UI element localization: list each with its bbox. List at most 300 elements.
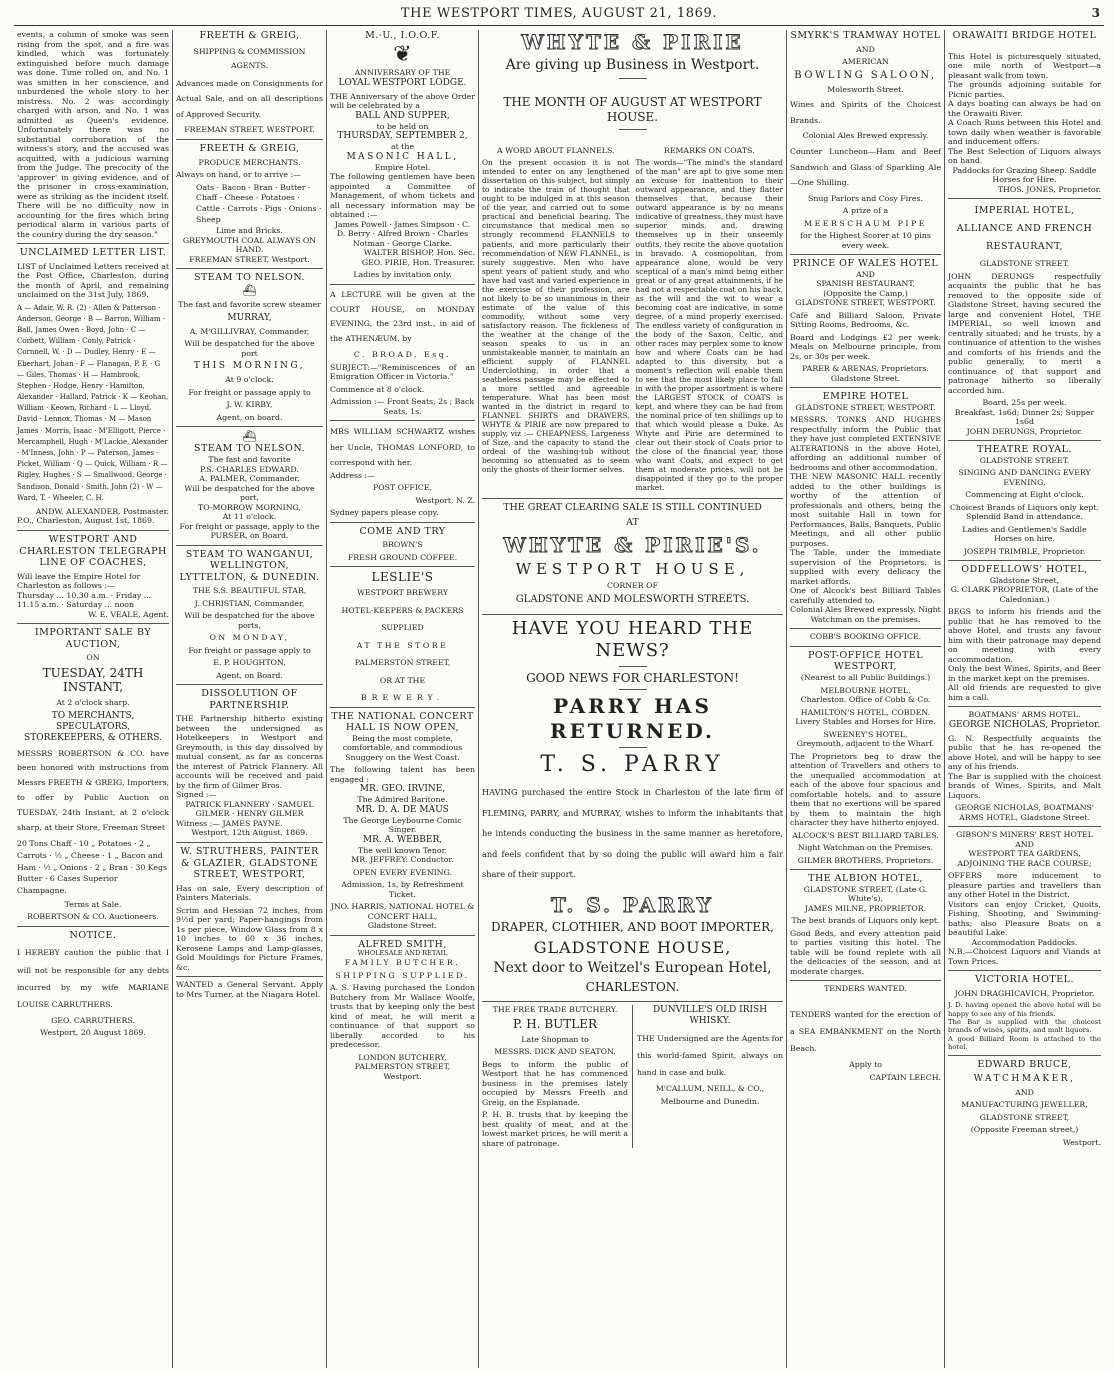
lodge-ball: BALL AND SUPPER, [355,110,450,121]
news-sub: GOOD NEWS FOR CHARLESTON! [526,670,739,685]
steam3-when: ON MONDAY, [209,633,290,643]
orawaiti-boating: A days boating can always be had on the Orawaiti River. [948,99,1101,118]
lodge-heading: M.·U., I.O.O.F. [365,30,440,41]
whisky-body: THE Undersigned are the Agents for this world-famed Spirit, always on hand in case and bulk. [637,1033,783,1077]
parry-returned: PARRY HAS RETURNED. [550,694,715,743]
victoria-billiards: A good Billiard Room is attached to the hotel. [948,1034,1101,1051]
fg-shipping-heading: FREETH & GREIG, [199,30,300,41]
steam1-ship: MURRAY, [227,312,272,323]
steam2-commander: A. PALMER, Commander, [199,474,300,484]
fg-shipping-sub: SHIPPING & COMMISSION AGENTS. [193,46,306,70]
parry-town: CHARLESTON. [585,980,680,995]
divider [619,129,647,130]
whyte-pirie-sub: Are giving up Business in Westport. [505,57,760,74]
dissolution-witness: Witness :— JAMES PAYNE. [176,818,283,828]
freeth-greig-produce-ad [176,139,323,264]
fg-produce-lime: Lime and Bricks. [216,226,283,236]
coffee-brand: BROWN'S [382,540,423,550]
po-watchman: Night Watchman on the Premises. [798,843,933,853]
column-3 [326,30,478,1368]
steam2-ship: P.S. CHARLES EDWARD. [200,464,299,474]
po-billiards: ALCOCK'S BEST BILLIARD TABLES. [792,830,939,840]
albion-proprietor: JAMES MILNE, PROPRIETOR. [804,903,927,913]
butcher-shipping: SHIPPING SUPPLIED. [335,970,470,980]
bruce-watchmaker: WATCHMAKER, [973,1073,1076,1084]
steam1-line: The fast and favorite screw steamer [178,300,321,310]
concert-street: Gladstone Street. [367,921,438,931]
tenders-captain: CAPTAIN LEECH. [869,1072,941,1082]
steam1-when: THIS MORNING, [193,361,306,372]
auction-date: TUESDAY, 24TH INSTANT, [42,665,144,695]
notice-signature: GEO. CARRUTHERS. [51,1015,135,1025]
coffee-heading: COME AND TRY [359,525,446,537]
concert-demaus: MR. D. A. DE MAUS [356,804,449,815]
pow-heading: PRINCE OF WALES HOTEL [792,258,939,270]
empire-alterations: MESSRS. TONKS AND HUGHES respectfully inform the Public that they have just completed EXTENSIVE ALTERATIONS in the above Hotel, affording an additional number of bedrooms and other accommodation. [790,415,941,472]
steam2-line: The fast and favorite [208,455,291,465]
fg-shipping-body: Advances made on Consignments for Actual Sale, and on all descriptions of Approved Security. [176,78,323,119]
whisky-heading: DUNVILLE'S OLD IRISH WHISKY. [652,1004,768,1026]
butchery-trust: P. H. B. trusts that by keeping the best quality of meat, and at the lowest market prices, he will merit a share of patronage. [482,1110,628,1148]
po-body: The Proprietors beg to draw the attention of Travellers and others to the unequalled accommodation at each of the above four spacious and comfortable hotels, and to assure them that no exertions will be spared by them to maintain the high character they have hitherto enjoyed. [790,751,941,828]
masthead-title: THE WESTPORT TIMES, AUGUST 21, 1869. [400,6,718,21]
po-melbourne: MELBOURNE HOTEL, [820,685,911,695]
wanted-body: WANTED a General Servant. Apply to Mrs Turner, at the Niagara Hotel. [176,980,323,999]
imperial-body: JOHN DERUNGS respectfully acquaints the public that he has removed to the opposite side of Gladstone Street, having secured the large and convenient Hotel, THE IMPERIAL, so well known and centrally situated; and he trusts, by a continuance of attention to the wishes and comforts of his friends and the public generally, to merit a continuance of that support and patronage hitherto so liberally accorded him. [948,271,1101,395]
brewery-name: WESTPORT BREWERY [356,588,449,598]
brewery-street: PALMERSTON STREET, [354,658,451,668]
cobbs-booking-office [790,628,941,642]
orawaiti-grounds: The grounds adjoining suitable for Picnic parties. [948,80,1101,99]
steam1-apply: For freight or passage apply to [188,387,311,397]
theatre-heading: THEATRE ROYAL. [976,444,1072,456]
po-hotel-nearest: (Nearest to all Public Buildings.) [800,673,931,683]
coffee-product: FRESH GROUND COFFEE. [347,552,458,562]
schwartz-papers: Sydney papers please copy. [330,508,439,518]
oddfellows-proprietor: G. CLARK PROPRIETOR, (Late of the Caledonian.) [950,585,1099,604]
struthers-heading: W. STRUTHERS, PAINTER & GLAZIER, GLADSTONE STREET, WESTPORT, [180,845,319,881]
parry-body: HAVING purchased the entire Stock in Charleston of the late firm of FLEMING, PARRY, and MURRAY, wishes to inform the inhabitants that he intends conducting the business in the same manner as heretofore, and feels confident that by so doing the public will award him a fair share of their support. [482,787,783,880]
empire-hotel-ad [790,387,941,624]
lodge-venue: MASONIC HALL, [346,151,459,162]
bruce-jeweller: MANUFACTURING JEWELLER, [961,1100,1088,1110]
empire-billiards: One of Alcock's best Billiard Tables carefully attended to. [790,586,941,605]
schwartz-po: POST OFFICE, [372,483,433,493]
steam3-agent: E. P. HOUGHTON, [213,658,286,668]
orawaiti-location: This Hotel is picturesquely situated, one mile north of Westport—a pleasant walk from town. [948,51,1101,80]
oddfellows-heading: ODDFELLOWS' HOTEL, [961,564,1088,576]
parry-next-door: Next door to Weitzel's European Hotel, [493,960,772,977]
dunville-whisky-ad [637,1005,783,1149]
imperial-street: GLADSTONE STREET. [979,259,1070,269]
coach-ad [17,530,169,619]
clearing-sale-ad [482,498,783,606]
imperial-board: Board, 25s per week. [982,398,1067,408]
lecture-subject: SUBJECT:—"Reminiscences of an Emigration Officer in Victoria." [330,362,475,382]
lecture-ad [330,284,475,416]
divider [619,689,647,690]
pow-restaurant: SPANISH RESTAURANT, [816,279,915,289]
cobbs-heading: COBB'S BOOKING OFFICE. [809,632,922,642]
empire-ales: Colonial Ales Brewed expressly. Night Watchman on the premises. [790,605,941,624]
clearing-at: AT [626,516,639,528]
gibsons-nb: N.B.—Choicest Liquors and Viands at Town Prices. [948,947,1101,966]
flannels-body: On the present occasion it is not intended to enter on any lengthened dissertation on this subject, but simply to indicate the train of thought that ought to be indulged in at this season of the year, and carried out to some practical and beneficial bearing. The circumstance that medical men so strongly recommend FLANNELS to patients, and more particularly their recommendation of NEW FLANNEL, is surely suggestive. Men who have spent years of patient study, and who have had vast and varied experience in the exercise of their profession, are not likely to be so unanimous in their estimate of the value of this commodity, without some very satisfactory reason. The fickleness of the weather at the change of the season speaks to us in an unmistakeable manner, to maintain an efficient supply of FLANNEL Underclothing, in order that a seatheless passage may be effected to a more settled and agreeable temperature. What has been most wanted in the district in regard to FLANNEL SHIRTS and DRAWERS, WHYTE & PIRIE are now prepared to supply, viz :— CHEAPNESS, Largeness of Size, and the capacity to stand the ordeal of the washing-tub without becoming so attenuated as to seem only the ghosts of their former selves. [482,158,630,475]
divider [619,747,647,748]
concert-admission: Admission, 1s, by Refreshment Ticket. [341,880,464,899]
column-4 [478,30,786,1368]
steam3-ship: THE S.S. BEAUTIFUL STAR, [192,586,307,596]
edward-bruce-ad [948,1055,1101,1147]
bottom-ads [482,1001,783,1149]
gibsons-adjoining: ADJOINING THE RACE COURSE; [957,858,1092,868]
parry-trade: DRAPER, CLOTHIER, AND BOOT IMPORTER, [491,919,774,934]
fg-produce-address: FREEMAN STREET, Westport. [189,254,310,264]
auction-to: TO MERCHANTS, SPECULATORS, STOREKEEPERS, & OTHERS. [24,710,162,743]
flannels-heading: A WORD ABOUT FLANNELS. [496,145,615,155]
auction-body: MESSRS ROBERTSON & CO. have been honored with instructions from Messrs FREETH & GREIG, Importers, to offer by Public Auction on TUESDAY, 24th Instant, at 2 o'clock sharp, at their Store, Freeman Street [17,748,169,832]
coach-signature: W. E. VEALE, Agent. [88,609,169,619]
auction-terms: Terms at Sale. [64,899,122,909]
column-6 [944,30,1104,1368]
butcher-sub: WHOLESALE AND RETAIL [357,949,448,958]
po-sweeney: SWEENEY'S HOTEL, [823,729,908,739]
divider [619,78,647,79]
boatmans-body: G. N. Respectfully acquaints the public that he has re-opened the above Hotel, and will be happy to see any of his friends. [948,733,1101,772]
gibsons-visitors: Visitors can enjoy Cricket, Quoits, Fishing, Shooting, and Swimming-baths; also Pleasure Boats on a beautiful Lake. [948,899,1101,938]
coach-times: Thursday ... 10.30 a.m. · Friday ... 11.15 a.m. · Saturday ... noon [17,590,152,610]
clearing-heading: THE GREAT CLEARING SALE IS STILL CONTINUED [503,502,762,514]
steamship-icon: ⛴ [242,430,257,444]
lodge-committee: James Powell · James Simpson · C. D. Berry · Alfred Brown · Charles Notman · George Clarke. [334,219,471,248]
victoria-proprietor: JOHN DRAGHICAVICH, Proprietor. [954,988,1095,998]
bruce-heading: EDWARD BRUCE, [977,1059,1072,1071]
smyrks-american: AMERICAN [842,57,889,67]
auction-time: At 2 o'clock sharp. [56,698,130,708]
column-5 [786,30,944,1368]
orawaiti-proprietor: THOS. JONES, Proprietor. [997,184,1101,194]
fg-produce-sub: PRODUCE MERCHANTS. [198,157,301,167]
imperial-hotel-ad [948,198,1101,436]
butchery-body: Begs to inform the public of Westport that he has commenced business in the premises lately occupied by Messrs Freeth and Greig, on the Esplanade. [482,1059,628,1107]
theatre-street: GLADSTONE STREET. [979,455,1070,465]
concert-conductor: MR. JEFFREY: Conductor. [351,855,454,865]
steam2-heading: STEAM TO NELSON. [193,443,306,455]
bruce-town: Westport. [1062,1137,1101,1147]
orawaiti-paddocks: Paddocks for Grazing Sheep. Saddle Horses for Hire. [952,165,1097,185]
albion-hotel-ad [790,869,941,976]
orawaiti-coach: A Coach Runs between this Hotel and town daily when weather is favorable and inducement offers. [948,118,1101,147]
letter-list-date: P.O., Charleston, August 1st, 1869. [17,516,155,526]
brewery-heading: LESLIE'S [371,570,434,585]
theatre-royal-ad [948,440,1101,556]
albion-heading: THE ALBION HOTEL, [808,873,923,885]
dissolution-signed: Signed :— [176,790,217,800]
letter-list-signature: ANDW. ALEXANDER, Postmaster. [35,506,169,516]
pow-cafe: Café and Billiard Saloon, Private Sitting Rooms, Bedrooms, &c. [790,310,941,330]
smyrks-parlors: Snug Parlors and Cosy Fires. [808,193,923,203]
lodge-held: to be held on [376,121,429,131]
smyrks-prize: A prize of a [842,206,889,216]
empire-heading: EMPIRE HOTEL [822,391,909,403]
boatmans-proprietor: GEORGE NICHOLAS, Proprietor. [948,719,1101,730]
westport-streets: GLADSTONE AND MOLESWORTH STREETS. [515,593,750,605]
westport-house: WESTPORT HOUSE, [515,559,750,578]
story-text: events, a column of smoke was seen rising from the spot, and a fire was kindled, which was fortunately extinguished before much damage was done. Time rolled on, and No. 1 was smitten in her conscience, and unburdened the whole story to her mistress. No. 2 was accordingly charged with arson, and No. 1 was admitted as Queen's evidence. Unfortunately there was no substantial corroboration of the witness's story, and the accused was acquitted, with a judicious warning from the Judge. The precocity of the 'approver' in giving evidence, and of the prisoner in cross-examination, were as striking as the incident itself. There will be no difficulty now in accounting for the fires which bring periodical alarm in various parts of the country during the dry season." [17,30,169,239]
flannels-article [482,146,630,493]
august-heading: THE MONTH OF AUGUST AT WESTPORT HOUSE. [503,95,762,125]
tenders-apply: Apply to [849,1060,882,1070]
smyrks-and: AND [856,44,875,54]
concert-heading: THE NATIONAL CONCERT HALL IS NOW OPEN, [331,710,474,734]
post-office-hotel-ad [790,646,941,865]
steam1-commander: A. M'GILLIVRAY, Commander, [189,326,310,336]
prince-of-wales-ad [790,254,941,383]
butcher-london: LONDON BUTCHERY, [358,1052,447,1062]
steam1-agent: J. W. KIRBY, [226,400,273,410]
lodge-treasurer: GEO. PIRIE, Hon. Treasurer. [361,257,475,267]
bruce-and: AND [1015,1087,1034,1097]
concert-webber-role: The well known Tenor. [358,845,447,855]
orawaiti-hotel-ad [948,30,1101,194]
lodge-intro: THE Anniversary of the above Order will be celebrated by a [330,91,475,111]
dissolution-date: Westport, 12th August, 1869. [191,828,308,838]
po-charleston: Charleston. Office of Cobb & Co. [800,695,931,705]
albion-street: GLADSTONE STREET, (Late G. White's), [803,884,928,904]
theatre-proprietor: JOSEPH TRIMBLE, Proprietor. [963,546,1086,556]
lodge-hotel: Empire Hotel. [374,162,431,172]
theatre-time: Commencing at Eight o'clock. [965,490,1084,500]
struthers-ad [176,842,323,972]
lodge-at: at the [390,142,415,152]
butcher-street: PALMERSTON STREET, [354,1062,451,1072]
national-concert-hall-ad [330,707,475,931]
pow-board: Board and Lodgings £2 per week. Meals on Melbourne principle, from 2s, or 30s per week. [790,332,941,361]
pow-proprietors: PARER & ARENAS, Proprietors. Gladstone Street. [802,364,929,383]
dissolution-names: PATRICK FLANNERY · SAMUEL GILMER · HENRY GILMER [185,799,314,819]
steam3-apply: For freight or passage apply to [188,645,311,655]
po-hotel-heading: POST-OFFICE HOTEL WESTPORT, [807,649,924,673]
boatmans-signature: GEORGE NICHOLAS, BOATMANS' ARMS HOTEL, Gladstone Street. [954,803,1095,822]
wanted-servant-ad [176,976,323,999]
lodge-ladies: Ladies by invitation only. [353,270,452,280]
letter-list-ad [17,243,169,526]
letter-list-heading: UNCLAIMED LETTER LIST. [19,247,167,258]
butchery-previous: MESSRS. DICK AND SEATON, [494,1047,616,1057]
concert-desc: Being the most complete, comfortable, and commodious Snuggery on the West Coast. [342,733,463,762]
parry-name-outline: T. S. PARRY [551,892,714,917]
po-proprietors: GILMER BROTHERS, Proprietors. [797,855,934,865]
tenders-heading: TENDERS WANTED. [824,984,907,994]
notice-heading: NOTICE. [69,929,117,941]
brewery-store: AT THE STORE [356,640,449,650]
pow-street: GLADSTONE STREET, WESTPORT. [795,298,936,308]
butchery-owner: P. H. BUTLER [512,1017,598,1032]
steam2-time: At 11 o'clock. [222,512,277,522]
notice-date: Westport, 20 August 1869. [40,1028,146,1038]
letter-list-names: A — Adair, W. R. (2) · Allen & Patterson · Anderson, George · B — Barron, William · Ball, James Owen · Boyd, John · C — Corbett, William · Conly, Patrick · Cornnell, W. · D — Dudley, Henry · E — Eberhart, Johan · F — Flanagan, P. F. · G — Giles, Thomas · H — Hambrook, Stephen · Hodge, Henry · Hamilton, Alexander · Hallard, Patrick · K — Keohan, William · Keown, Richard · L — Lloyd, David · Lennox, Thomas · M — Mason James · Morris, Isaac · M'Elligott, Pierce · Mercamphell, Hugh · M'Lackie, Alexander · M'Inness, John · P — Paterson, James · Picket, William · Q — Quick, William · R — Rigley, Hughes · S — Smallwood, George · Sandison, Donald · Smith, John (2) · W — Ward, T. · Wheeler, C. H. [17,303,169,502]
boatmans-bar: The Bar is supplied with the choicest brands of Wines, Spirits, and Malt Liquors. [948,771,1101,800]
lodge-committee-intro: The following gentlemen have been appointed a Committee of Management, of whom tickets and all necessary information may be obtained :— [330,172,475,220]
oddfellows-wines: Only the best Wines, Spirits, and Beer in the market kept on the premises. [948,664,1101,683]
butcher-heading: ALFRED SMITH, [358,938,447,950]
clearing-store: WHYTE & PIRIE'S. [503,532,762,557]
fg-produce-intro: Always on hand, or to arrive :— [176,170,301,179]
victoria-bar: The Bar is supplied with the choicest brands of wines, spirits, and malt liquors. [948,1017,1101,1035]
victoria-body: J. D. having opened the above hotel will be happy to see any of his friends. [948,1001,1101,1018]
masthead [14,4,1104,26]
dissolution-body: THE Partnership hitherto existing between the undersigned as Hotelkeepers in Westport and Greymouth, is this day dissolved by mutual consent, as far as concerns the interest of Patrick Flannery. All accounts will be received and paid by the firm of Gilmer Bros. [176,714,323,790]
imperial-heading: IMPERIAL HOTEL, ALLIANCE AND FRENCH RESTAURANT, [956,205,1093,253]
notice-ad [17,926,169,1038]
imperial-meals: Breakfast, 1s6d; Dinner 2s; Supper 1s6d [954,407,1095,427]
schwartz-ad [330,420,475,518]
smyrks-luncheon: Counter Luncheon—Ham and Beef Sandwich and Glass of Sparkling Ale—One Shilling. [790,146,941,188]
theatre-liquors: Choicest Brands of Liquors only kept. Splendid Band in attendance. [949,502,1100,522]
victoria-heading: VICTORIA HOTEL. [975,974,1074,986]
gibsons-hotel-ad [948,826,1101,966]
gibsons-body: OFFERS more inducement to pleasure parties and travellers than any other Hotel in the District. [948,871,1101,900]
butcher-family: FAMILY BUTCHER. [344,958,461,968]
lodge-date: THURSDAY, SEPTEMBER 2, [337,131,468,142]
concert-talent: The following talent has been engaged : [330,765,475,784]
notice-body: I HEREBY caution the public that I will not be responsible for any debts incurred by my wife MARIANE LOUISE CARRUTHERS. [17,948,169,1009]
butcher-body: A. S. Having purchased the London Butchery from Mr Wallace Woolfe, trusts that by keeping only the best kind of meat, he will merit a continuance of that support so liberally accorded to his predecessor. [330,983,475,1050]
oddfellows-street: Gladstone Street, [989,575,1060,585]
coats-body: The words—"The mind's the standard of the man" are apt to give some men an excuse for inattention to their outward appearance, and they flatter themselves that, because their outward appearance is by no means indicative of greatness, they must have superior minds, and, drawing themselves up in their unseemly outfits, they recite the above quotation in bravado. A cosmopolitan, from appearance alone, would be very sceptical of a man's mind being either great or of any great attainments, if he had not a respectable coat on his back, as the will and the wit to wear a becoming coat are indicative, in some degree, of a mind properly exercised. The endless variety of configuration in the body of the Saxon, Celtic, and other races may perplex some to know how and where Coats can be had adapted to this diversity, but a moment's reflection will enable them to see that the most likely place to fall in with the proper assortment is where the LARGEST STOCK of COATS is kept, and where they can be had from the nominal price of ten shillings up to that which would please a Duke. As Whyte and Pirie are determined to clear out their stock of Coats prior to the close of the financial year, those who want Coats, and expect to get them at moderate prices, will not be disappointed if they go to the proper market. [635,158,783,493]
schwartz-town: Westport, N. Z. [415,495,475,505]
lodge-secretary: WALTER BISHOP, Hon. Sec. [363,248,475,258]
divider [619,666,647,667]
lodge-name: LOYAL WESTPORT LODGE. [338,77,467,88]
theatre-singing: SINGING AND DANCING EVERY EVENING, [958,468,1091,487]
concert-demaus-role: The George Leybourne Comic Singer. [343,815,462,835]
albion-body: Good Beds, and every attention paid to parties visiting this hotel. The table will be found replete with all the delicacies of the season, and at moderate charges. [790,928,941,976]
victoria-hotel-ad [948,970,1101,1051]
coats-heading: REMARKS ON COATS. [663,145,755,155]
auction-ad [17,623,169,922]
struthers-body: Scrim and Hessian 72 inches, from 9½d per yard; Paper-hangings from 1s per piece, Window Glass from 8 x 10 inches to 60 x 36 inches, Kerosene Lamps and Lamp-glasses, Gold Mouldings for Picture Frames, &c. [176,905,323,972]
free-trade-butchery-ad [482,1005,633,1149]
po-hamilton: HAMILTON'S HOTEL, COBDEN. Livery Stables and Horses for Hire. [795,707,936,727]
lecture-body: A LECTURE will be given at the COURT HOUSE, on MONDAY EVENING, the 23rd inst., in aid of the ATHENÆUM, by [330,289,475,344]
steamship-icon: ⛴ [242,283,257,297]
smyrks-heading: SMYRK'S TRAMWAY HOTEL [790,30,941,41]
concert-irvine-role: The Admired Baritone. [357,795,448,805]
steam1-despatch: Will be despatched for the above port [184,339,315,358]
steam3-onboard: Agent, on Board. [216,670,283,680]
oddfellows-lodge-ad [330,30,475,280]
news-heading: HAVE YOU HEARD THE NEWS? [511,617,754,661]
coats-article [636,146,784,493]
struthers-sub: Has on sale, Every description of Painters Materials. [176,883,323,903]
westport-corner: CORNER OF [607,581,658,591]
tenders-body: TENDERS wanted for the erection of a SEA EMBANKMENT on the North Beach. [790,1009,941,1053]
auction-items: 20 Tons Chaff · 10 „ Potatoes · 2 „ Carrots · ½ „ Cheese · 1 „ Bacon and Ham · ½ „ Onions · 2 „ Bran · 30 Kegs Butter · 6 Cases Superior Champagne. [17,839,168,896]
letter-list-intro: LIST of Unclaimed Letters received at the Post Office, Charleston, during the month of April, and remaining unclaimed on the 31st July, 1869. [17,261,169,300]
steam1-time: At 9 o'clock. [225,375,274,385]
gibsons-and: AND [1015,839,1034,849]
concert-irvine: MR. GEO. IRVINE, [359,784,446,795]
steam1-heading: STEAM TO NELSON. [193,272,306,284]
smyrks-ales: Colonial Ales Brewed expressly. [802,131,929,141]
pow-and: AND [856,269,875,279]
smyrks-scorer: for the Highest Scorer at 10 pins every week. [800,231,931,250]
smyrks-street: Molesworth Street. [827,84,904,94]
column-1 [14,30,172,1368]
lecture-speaker: C. BROAD, Esq. [353,350,452,360]
parry-ad [482,614,783,995]
gibsons-gardens: WESTPORT TEA GARDENS, [968,849,1081,859]
column-2 [172,30,326,1368]
lodge-sub: ANNIVERSARY OF THE [354,68,451,78]
whisky-cities: Melbourne and Dunedin. [660,1096,760,1106]
tenders-wanted-ad [790,980,941,1082]
parry-name: T. S. PARRY [540,752,725,778]
fg-produce-items: Oats · Bacon · Bran · Butter · Chaff · Cheese · Potatoes · Cattle · Carrots · Pigs · Onions · Sheep [196,182,322,225]
pow-opposite: (Opposite the Camp,) [823,288,908,298]
bruce-street: GLADSTONE STREET, [979,1112,1070,1122]
gibsons-heading: GIBSON'S MINERS' REST HOTEL [956,830,1093,840]
schwartz-address-label: Address :— [330,470,375,480]
smyrks-pipe: MEERSCHAUM PIPE [804,218,927,228]
steam2-despatch: Will be despatched for the above port, [184,483,315,503]
two-column-articles [482,146,783,493]
brewery-hotelkeepers: HOTEL-KEEPERS & PACKERS [341,605,464,615]
alfred-smith-ad [330,935,475,1082]
parry-house: GLADSTONE HOUSE, [533,937,732,957]
orawaiti-heading: ORAWAITI BRIDGE HOTEL [952,30,1097,41]
gibsons-paddocks: Accommodation Paddocks. [971,937,1078,947]
brewery-brewery: BREWERY. [360,693,445,703]
steam-nelson-murray-ad [176,268,323,422]
steam-nelson-charles-edward-ad [176,426,323,540]
coach-heading: WESTPORT AND CHARLESTON TELEGRAPH LINE OF COACHES, [19,533,167,569]
fg-produce-coal: GREYMOUTH COAL ALWAYS ON HAND. [182,235,317,255]
steam-wanganui-ad [176,545,323,681]
empire-street: GLADSTONE STREET, WESTPORT. [795,402,936,412]
fg-shipping-address: FREEMAN STREET, WESTPORT. [184,125,315,135]
smyrks-wines: Wines and Spirits of the Choicest Brands. [790,100,941,125]
freeth-greig-shipping-ad [176,30,323,135]
dissolution-heading: DISSOLUTION OF PARTNERSHIP. [201,688,298,711]
steam2-when: TO-MORROW MORNING, [198,502,301,512]
concert-open: OPEN EVERY EVENING. [352,867,453,877]
auction-signature: ROBERTSON & CO. Auctioneers. [27,912,159,922]
smyrks-bowling: BOWLING SALOON, [794,69,937,81]
whyte-pirie-heading: WHYTE & PIRIE [521,30,744,54]
boatmans-arms-ad [948,706,1101,822]
auction-heading: IMPORTANT SALE BY AUCTION, [34,627,152,650]
bruce-opposite: (Opposite Freeman street,) [970,1125,1079,1135]
butcher-town: Westport. [383,1071,422,1081]
albion-liquors: The best brands of Liquors only kept. [791,916,940,926]
steam3-heading: STEAM TO WANGANUI, WELLINGTON, LYTTELTON, & DUNEDIN. [179,548,320,583]
steam3-despatch: Will be despatched for the above ports, [184,611,315,630]
fg-produce-heading: FREETH & GREIG, [199,142,300,154]
theatre-horses: Ladies and Gentlemen's Saddle Horses on hire. [962,524,1087,544]
brewery-supplied: SUPPLIED [381,623,424,633]
coach-body: Will leave the Empire Hotel for Charleston as follows :— [17,571,141,591]
orawaiti-liquors: The Best Selection of Liquors always on hand. [948,146,1101,166]
empire-hall: THE NEW MASONIC HALL recently added to the other buildings is worthy of the attention of professionals and others, being the most suitable Hall in town for Performances, Balls, Banquets, Public Meetings, and all other public purposes. [790,472,941,548]
page-number: 3 [1091,6,1100,20]
steam1-onboard: Agent, on board. [216,412,283,422]
empire-table: The Table, under the immediate supervision of the Proprietors, is supplied with every delicacy the market affords. [790,548,941,586]
steam2-apply: For freight or passage, apply to the PURSER, on Board. [179,521,320,541]
dissolution-ad [176,684,323,838]
leslies-brewery-ad [330,566,475,702]
